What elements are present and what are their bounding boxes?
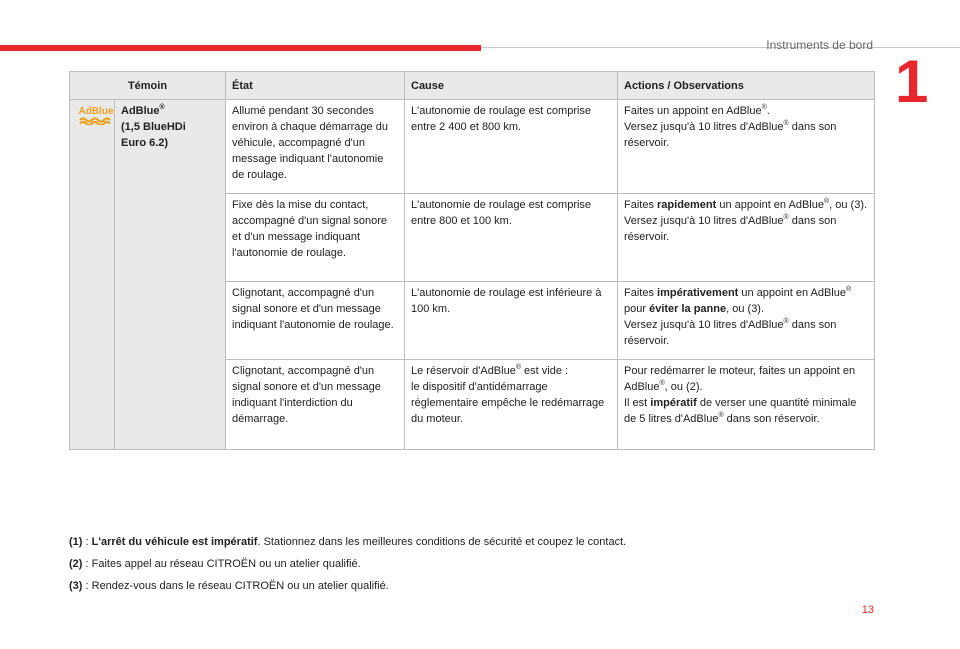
footnotes bbox=[69, 535, 889, 601]
actions-cell: Faites rapidement un appoint en AdBlue®, ou (3). Versez jusqu'à 10 litres d'AdBlue® dans son réservoir. bbox=[618, 194, 875, 282]
etat-cell: Clignotant, accompagné d'un signal sonore et d'un message indiquant l'interdiction du démarrage. bbox=[226, 360, 405, 450]
column-header-cause: Cause bbox=[405, 72, 618, 100]
page-number: 13 bbox=[861, 604, 874, 616]
cause-cell: L'autonomie de roulage est comprise entre 800 et 100 km. bbox=[405, 194, 618, 282]
indicator-icon-cell bbox=[70, 100, 115, 450]
chapter-number: 1 bbox=[895, 48, 929, 115]
indicator-name-cell: AdBlue® (1,5 BlueHDi Euro 6.2) bbox=[115, 100, 226, 450]
indicator-model-line2: Euro 6.2) bbox=[121, 137, 169, 149]
cause-cell: L'autonomie de roulage est comprise entre 2 400 et 800 km. bbox=[405, 100, 618, 194]
actions-cell: Faites un appoint en AdBlue®. Versez jusqu'à 10 litres d'AdBlue® dans son réservoir. bbox=[618, 100, 875, 194]
indicator-table bbox=[69, 71, 875, 450]
adblue-warning-icon bbox=[76, 103, 116, 125]
actions-cell: Faites impérativement un appoint en AdBlue® pour éviter la panne, ou (3). Versez jusqu'à 10 litres d'AdBlue® dans son réservoir. bbox=[618, 282, 875, 360]
cause-cell: L'autonomie de roulage est inférieure à 100 km. bbox=[405, 282, 618, 360]
etat-cell: Fixe dès la mise du contact, accompagné d'un signal sonore et d'un message indiquant l'autonomie de roulage. bbox=[226, 194, 405, 282]
cause-cell: Le réservoir d'AdBlue® est vide : le dispositif d'antidémarrage réglementaire empêche le redémarrage du moteur. bbox=[405, 360, 618, 450]
table-row bbox=[70, 100, 875, 194]
table-header-row bbox=[70, 72, 875, 100]
top-accent-bar bbox=[0, 45, 481, 51]
section-title: Instruments de bord bbox=[766, 38, 873, 52]
footnote-3: (3) : Rendez-vous dans le réseau CITROËN ou un atelier qualifié. bbox=[69, 580, 389, 592]
indicator-name: AdBlue bbox=[121, 105, 160, 117]
column-header-etat: État bbox=[226, 72, 405, 100]
etat-cell: Allumé pendant 30 secondes environ à chaque démarrage du véhicule, accompagné d'un message indiquant l'autonomie de roulage. bbox=[226, 100, 405, 194]
svg-text:AdBlue: AdBlue bbox=[78, 106, 114, 117]
indicator-model-line1: (1,5 BlueHDi bbox=[121, 121, 186, 133]
actions-cell: Pour redémarrer le moteur, faites un appoint en AdBlue®, ou (2). Il est impératif de verser une quantité minimale de 5 litres d'AdBlue® dans son réservoir. bbox=[618, 360, 875, 450]
etat-cell: Clignotant, accompagné d'un signal sonore et d'un message indiquant l'autonomie de roulage. bbox=[226, 282, 405, 360]
column-header-temoin: Témoin bbox=[70, 72, 226, 100]
top-rule bbox=[481, 47, 960, 48]
column-header-actions: Actions / Observations bbox=[618, 72, 875, 100]
footnote-2: (2) : Faites appel au réseau CITROËN ou un atelier qualifié. bbox=[69, 558, 361, 570]
footnote-1: (1) : L'arrêt du véhicule est impératif. Stationnez dans les meilleures conditions de sécurité et coupez le contact. bbox=[69, 536, 627, 548]
